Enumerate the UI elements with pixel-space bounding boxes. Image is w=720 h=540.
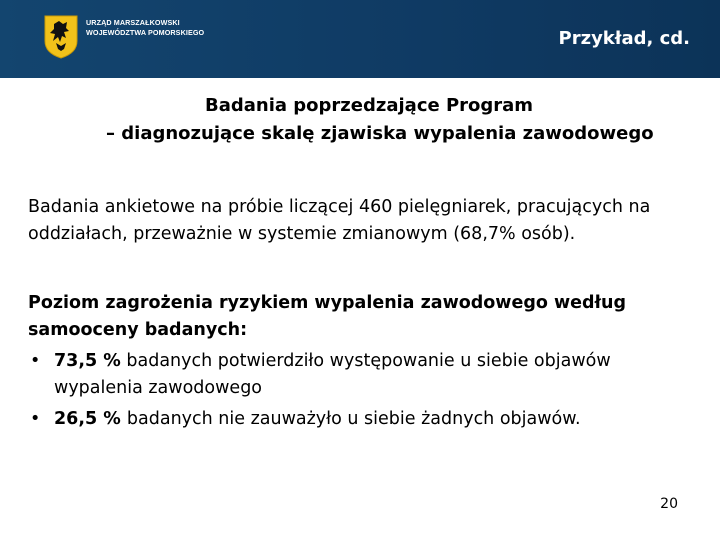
bullet-dot: • [30,351,41,371]
slide-title [100,92,660,148]
bullet-value: 73,5 % [54,351,121,371]
org-line-2: WOJEWÓDZTWA POMORSKIEGO [86,28,205,37]
bullet-dot: • [30,409,41,429]
intro-paragraph: Badania ankietowe na próbie liczącej 460 pielęgniarek, pracujących na oddziałach, przeważnie w systemie zmianowym (68,7% osób). [28,197,651,244]
bullet-text: badanych potwierdziło występowanie u siebie objawów wypalenia zawodowego [54,351,611,398]
bullet-item [28,348,698,402]
page-number: 20 [660,496,678,512]
findings-section [28,290,698,433]
slide-title-line-2: – diagnozujące skalę zjawiska wypalenia zawodowego [106,123,654,144]
bullet-value: 26,5 % [54,409,127,429]
slide-header-title: Przykład, cd. [558,28,690,49]
header-bar [0,0,720,78]
slide-title-line-1: Badania poprzedzające Program [205,95,534,116]
organization-name [86,18,204,38]
bullet-item [28,406,698,433]
griffin-crest-icon [44,15,78,59]
org-line-1: URZĄD MARSZAŁKOWSKI [86,18,180,27]
section-heading: Poziom zagrożenia ryzykiem wypalenia zawodowego według samooceny badanych: [28,293,627,340]
bullet-text: badanych nie zauważyło u siebie żadnych objawów. [126,409,581,429]
